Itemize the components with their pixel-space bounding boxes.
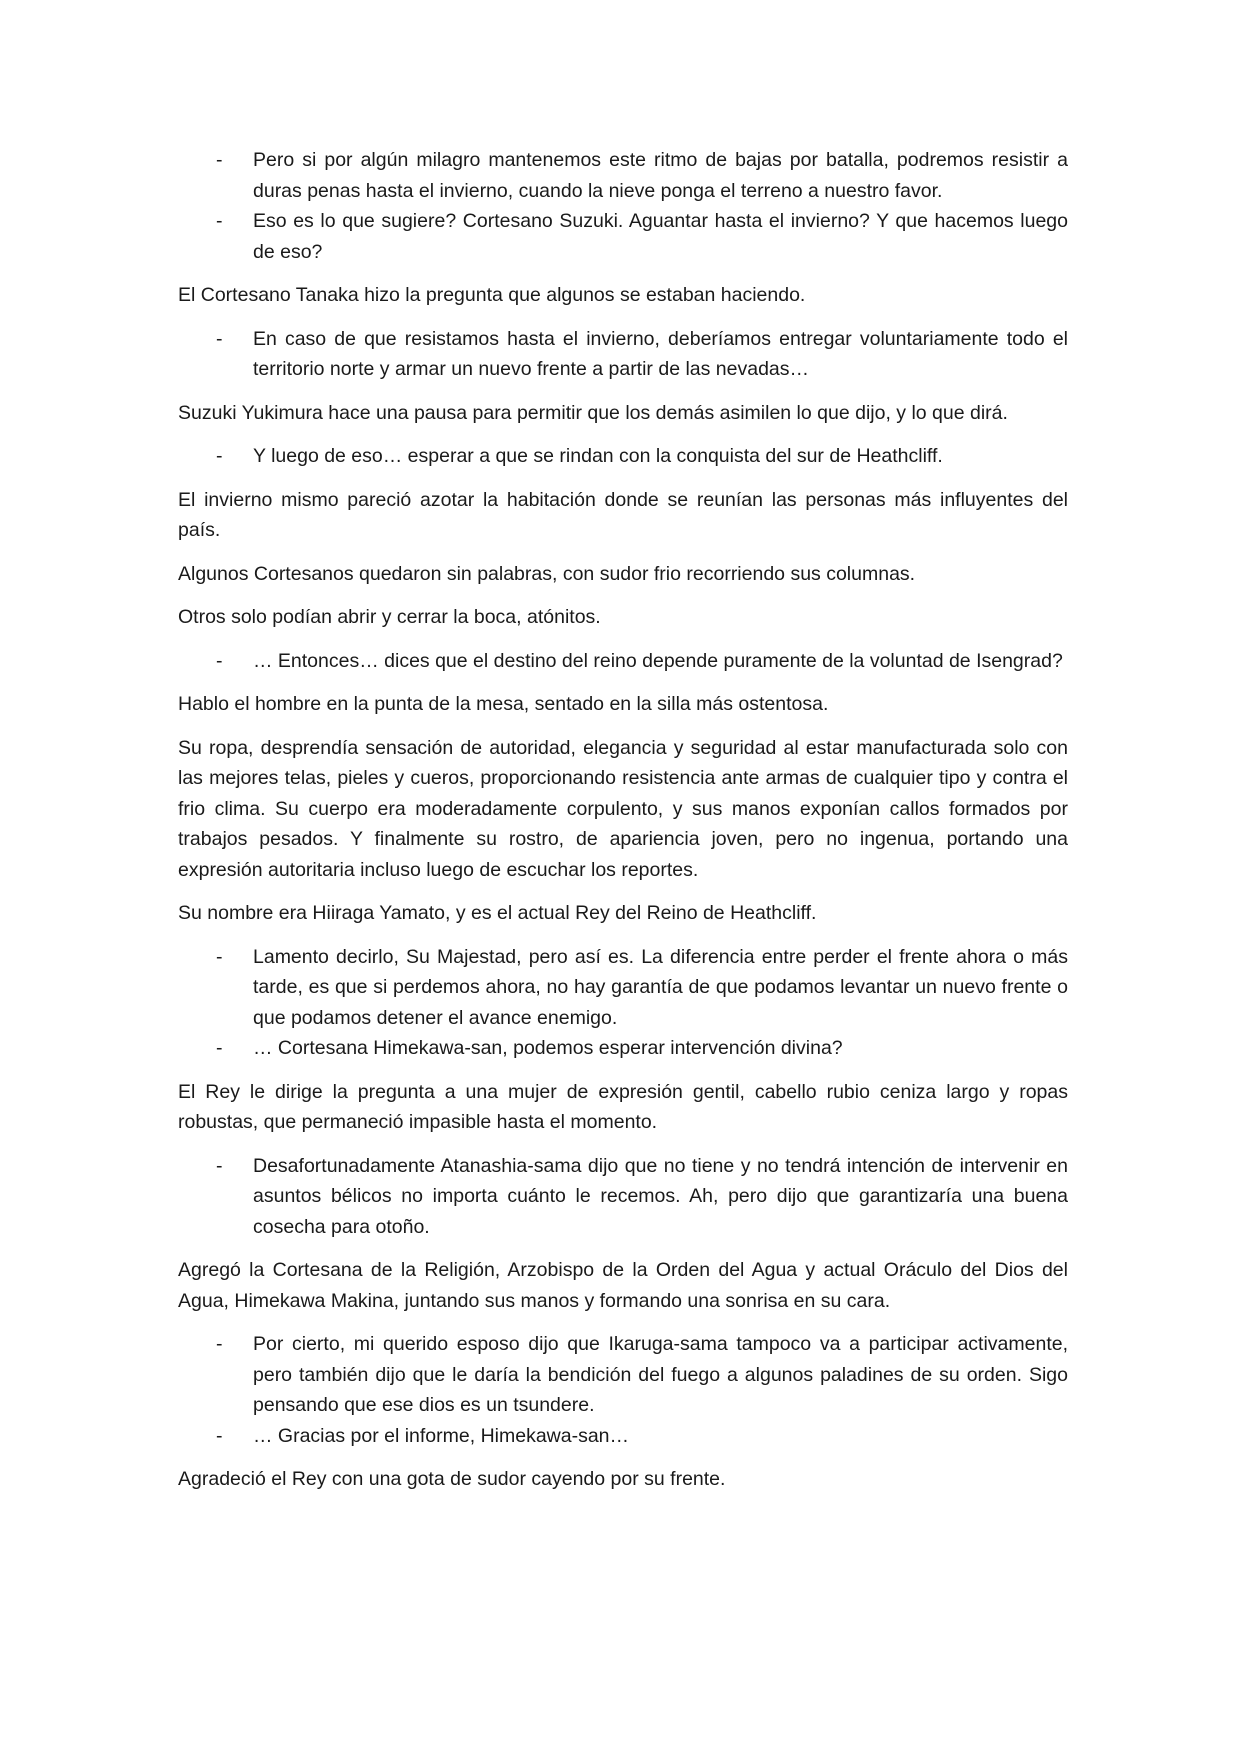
dialogue-dash: -: [216, 327, 223, 350]
dialogue-text: … Gracias por el informe, Himekawa-san…: [253, 1424, 630, 1447]
dialogue-text: Pero si por algún milagro mantenemos este ritmo de bajas por batalla, podremos resistir a duras penas hasta el invierno, cuando la nieve ponga el terreno a nuestro favor.: [253, 149, 1068, 202]
dialogue-dash: -: [216, 1037, 223, 1059]
narration-paragraph: El invierno mismo pareció azotar la habitación donde se reunían las personas más influyentes del país.: [178, 488, 1068, 541]
dialogue-line: [178, 441, 1068, 472]
dialogue-line: [178, 145, 1068, 206]
dialogue-text: Desafortunadamente Atanashia-sama dijo que no tiene y no tendrá intención de intervenir en asuntos bélicos no importa cuánto le recemos. Ah, pero dijo que garantizaría una buena cosecha para otoño.: [253, 1154, 1068, 1238]
narration-paragraph: Suzuki Yukimura hace una pausa para permitir que los demás asimilen lo que dijo, y lo que dirá.: [178, 401, 1008, 424]
narration-paragraph: Otros solo podían abrir y cerrar la boca, atónitos.: [178, 606, 601, 628]
dialogue-text: Por cierto, mi querido esposo dijo que Ikaruga-sama tampoco va a participar activamente, pero también dijo que le daría la bendición del fuego a algunos paladines de su orden. Sigo pensando que ese dios es un tsundere.: [253, 1333, 1068, 1416]
dialogue-dash: -: [216, 149, 223, 171]
dialogue-dash: -: [216, 1333, 223, 1355]
dialogue-group: [178, 145, 1068, 267]
dialogue-dash: -: [216, 1424, 223, 1447]
page-content: [178, 145, 1068, 1508]
dialogue-line: [178, 206, 1068, 267]
narration-paragraph: Agradeció el Rey con una gota de sudor cayendo por su frente.: [178, 1468, 726, 1490]
narration-paragraph: Agregó la Cortesana de la Religión, Arzobispo de la Orden del Agua y actual Oráculo del Dios del Agua, Himekawa Makina, juntando sus manos y formando una sonrisa en su cara.: [178, 1259, 1068, 1312]
dialogue-group: [178, 324, 1068, 385]
dialogue-group: [178, 646, 1068, 677]
dialogue-text: Eso es lo que sugiere? Cortesano Suzuki. Aguantar hasta el invierno? Y que hacemos luego de eso?: [253, 210, 1068, 263]
dialogue-text: Y luego de eso… esperar a que se rindan con la conquista del sur de Heathcliff.: [253, 445, 943, 467]
dialogue-text: … Entonces… dices que el destino del reino depende puramente de la voluntad de Isengrad?: [253, 649, 1063, 672]
dialogue-line: [178, 1421, 1068, 1452]
narration-paragraph: El Cortesano Tanaka hizo la pregunta que algunos se estaban haciendo.: [178, 284, 806, 306]
dialogue-dash: -: [216, 210, 223, 232]
dialogue-line: [178, 1151, 1068, 1243]
dialogue-group: [178, 441, 1068, 472]
dialogue-group: [178, 1151, 1068, 1243]
dialogue-line: [178, 1329, 1068, 1421]
narration-paragraph: Algunos Cortesanos quedaron sin palabras, con sudor frio recorriendo sus columnas.: [178, 562, 916, 585]
dialogue-dash: -: [216, 945, 223, 968]
dialogue-line: [178, 1033, 1068, 1064]
dialogue-line: [178, 324, 1068, 385]
dialogue-text: Lamento decirlo, Su Majestad, pero así es. La diferencia entre perder el frente ahora o más tarde, es que si perdemos ahora, no hay garantía de que podamos levantar un nuevo frente o que podamos detener el avance enemigo.: [253, 945, 1068, 1029]
dialogue-text: En caso de que resistamos hasta el invierno, deberíamos entregar voluntariamente todo el territorio norte y armar un nuevo frente a partir de las nevadas…: [253, 327, 1068, 380]
narration-paragraph: El Rey le dirige la pregunta a una mujer de expresión gentil, cabello rubio ceniza largo y ropas robustas, que permaneció impasible hasta el momento.: [178, 1080, 1068, 1133]
dialogue-dash: -: [216, 1154, 223, 1177]
dialogue-line: [178, 942, 1068, 1034]
narration-paragraph: Su ropa, desprendía sensación de autoridad, elegancia y seguridad al estar manufacturada solo con las mejores telas, pieles y cueros, proporcionando resistencia ante armas de cualquier tipo y contra el frio clima. Su cuerpo era moderadamente corpulento, y sus manos exponían callos formados por trabajos pesados. Y finalmente su rostro, de apariencia joven, pero no ingenua, portando una expresión autoritaria incluso luego de escuchar los reportes.: [178, 736, 1068, 881]
dialogue-dash: -: [216, 649, 223, 672]
dialogue-group: [178, 1329, 1068, 1451]
narration-paragraph: Hablo el hombre en la punta de la mesa, sentado en la silla más ostentosa.: [178, 693, 829, 715]
dialogue-group: [178, 942, 1068, 1064]
dialogue-dash: -: [216, 445, 223, 467]
dialogue-text: … Cortesana Himekawa-san, podemos esperar intervención divina?: [253, 1037, 843, 1059]
dialogue-line: [178, 646, 1068, 677]
narration-paragraph: Su nombre era Hiiraga Yamato, y es el actual Rey del Reino de Heathcliff.: [178, 902, 817, 924]
